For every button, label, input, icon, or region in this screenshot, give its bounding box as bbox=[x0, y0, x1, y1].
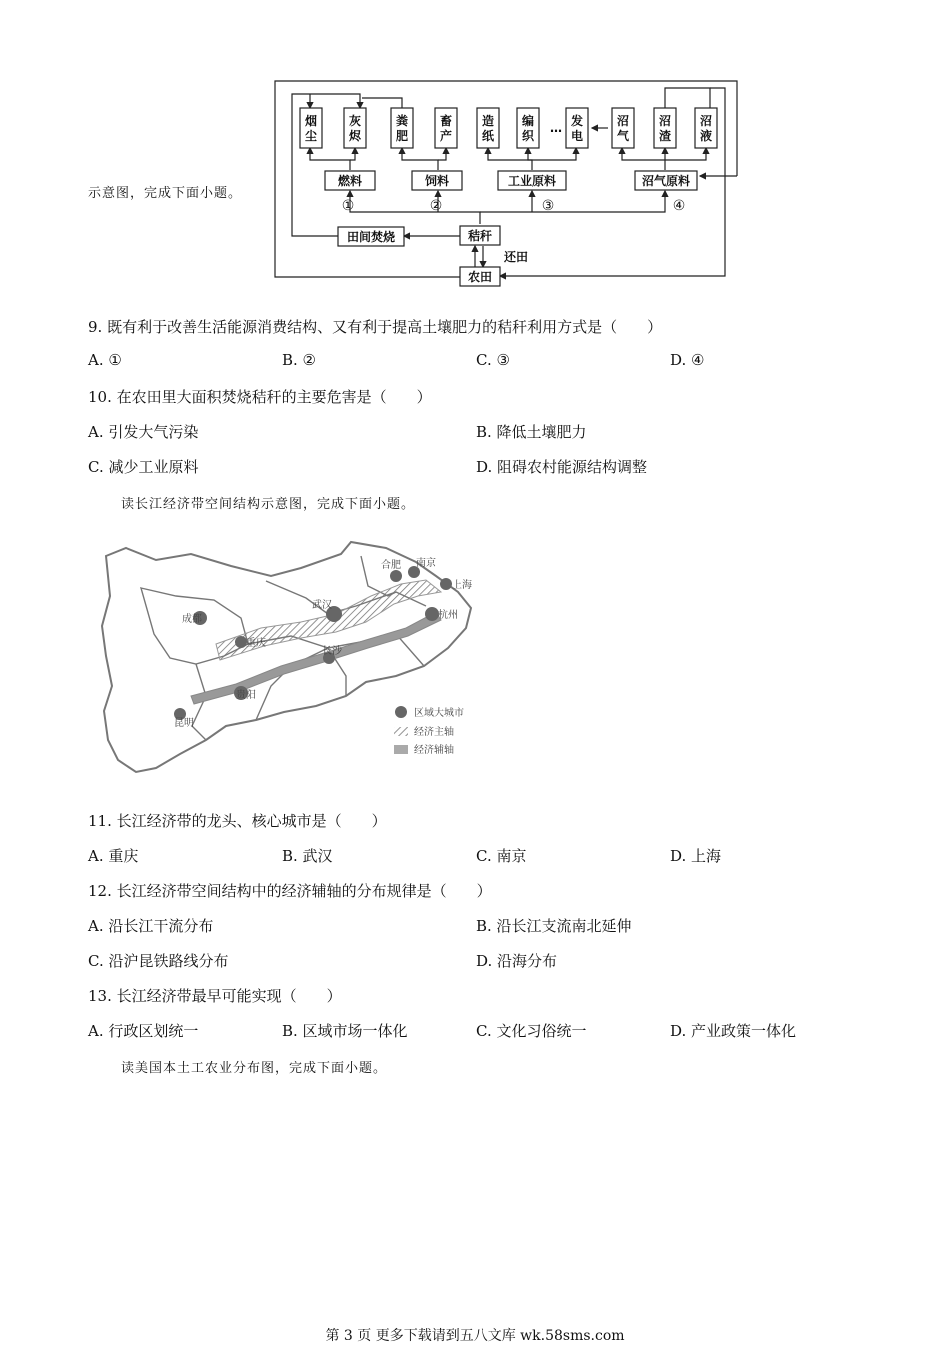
city-chengdu: 成都 bbox=[182, 614, 202, 625]
fenshao-box: 田间焚烧 bbox=[346, 230, 396, 244]
output-zaozhi: 造纸 bbox=[481, 114, 495, 143]
q9-option-d[interactable]: D. ④ bbox=[670, 351, 705, 369]
q11-option-d[interactable]: D. 上海 bbox=[670, 847, 722, 865]
city-chongqing: 重庆 bbox=[246, 638, 266, 649]
marker-2: ② bbox=[429, 198, 443, 214]
question-13-stem: 13. 长江经济带最早可能实现（ ） bbox=[88, 987, 342, 1005]
q10-option-a[interactable]: A. 引发大气污染 bbox=[88, 423, 199, 441]
marker-3: ③ bbox=[541, 198, 555, 214]
marker-1: ① bbox=[341, 198, 355, 214]
jiegan-box: 秸秆 bbox=[467, 229, 493, 243]
q13-option-b[interactable]: B. 区域市场一体化 bbox=[282, 1022, 408, 1040]
city-kunming: 昆明 bbox=[174, 718, 194, 729]
page-footer: 第 3 页 更多下载请到五八文库 wk.58sms.com bbox=[325, 1328, 625, 1344]
output-xuchan: 畜产 bbox=[439, 114, 453, 143]
city-nanjing: 南京 bbox=[416, 558, 436, 569]
q13-option-a[interactable]: A. 行政区划统一 bbox=[88, 1022, 199, 1040]
q10-option-d[interactable]: D. 阻碍农村能源结构调整 bbox=[476, 458, 648, 476]
marker-4: ④ bbox=[672, 198, 686, 214]
q10-option-b[interactable]: B. 降低土壤肥力 bbox=[476, 423, 587, 441]
use-gongye: 工业原料 bbox=[507, 174, 557, 188]
yangtze-economic-belt-map bbox=[96, 536, 486, 781]
city-changsha: 长沙 bbox=[322, 646, 342, 657]
diagram-intro: 示意图，完成下面小题。 bbox=[88, 186, 243, 201]
use-ranliao: 燃料 bbox=[337, 174, 363, 188]
huantian-label: 还田 bbox=[504, 250, 529, 264]
output-zhaoye: 沼液 bbox=[699, 114, 713, 143]
ellipsis-label: … bbox=[550, 121, 562, 135]
city-shanghai: 上海 bbox=[452, 580, 472, 591]
city-guiyang: 贵阳 bbox=[236, 690, 256, 701]
q13-option-c[interactable]: C. 文化习俗统一 bbox=[476, 1022, 587, 1040]
straw-utilization-diagram bbox=[270, 76, 745, 290]
legend-main-axis: 经济主轴 bbox=[414, 727, 454, 738]
output-zhaozha: 沼渣 bbox=[658, 114, 672, 143]
output-fadian: 发电 bbox=[570, 114, 584, 143]
city-hangzhou: 杭州 bbox=[438, 610, 458, 621]
q11-option-c[interactable]: C. 南京 bbox=[476, 847, 527, 865]
output-huijin: 灰烬 bbox=[348, 114, 362, 143]
q12-option-a[interactable]: A. 沿长江干流分布 bbox=[88, 917, 214, 935]
q9-option-b[interactable]: B. ② bbox=[282, 351, 317, 369]
legend-city: 区域大城市 bbox=[414, 708, 464, 719]
q11-option-a[interactable]: A. 重庆 bbox=[88, 847, 139, 865]
output-bianzhi: 编织 bbox=[521, 114, 535, 143]
q10-option-c[interactable]: C. 减少工业原料 bbox=[88, 458, 199, 476]
question-12-stem: 12. 长江经济带空间结构中的经济辅轴的分布规律是（ ） bbox=[88, 882, 492, 900]
map-legend bbox=[394, 706, 464, 756]
map-intro: 读长江经济带空间结构示意图，完成下面小题。 bbox=[121, 497, 416, 512]
output-yanchen: 烟尘 bbox=[304, 114, 318, 143]
q9-option-c[interactable]: C. ③ bbox=[476, 351, 510, 369]
q12-option-c[interactable]: C. 沿沪昆铁路线分布 bbox=[88, 952, 229, 970]
q11-option-b[interactable]: B. 武汉 bbox=[282, 847, 333, 865]
q13-option-d[interactable]: D. 产业政策一体化 bbox=[670, 1022, 797, 1040]
nongtian-box: 农田 bbox=[467, 270, 493, 284]
question-11-stem: 11. 长江经济带的龙头、核心城市是（ ） bbox=[88, 812, 387, 830]
q12-option-b[interactable]: B. 沿长江支流南北延伸 bbox=[476, 917, 632, 935]
q12-option-d[interactable]: D. 沿海分布 bbox=[476, 952, 558, 970]
question-10-stem: 10. 在农田里大面积焚烧秸秆的主要危害是（ ） bbox=[88, 388, 432, 406]
city-wuhan: 武汉 bbox=[312, 600, 332, 611]
legend-aux-axis: 经济辅轴 bbox=[414, 745, 454, 756]
usa-map-intro: 读美国本土工农业分布图，完成下面小题。 bbox=[121, 1061, 388, 1076]
question-9-stem: 9. 既有利于改善生活能源消费结构、又有利于提高土壤肥力的秸秆利用方式是（ ） bbox=[88, 318, 663, 336]
use-siliao: 饲料 bbox=[424, 174, 450, 188]
output-zhaoqi: 沼气 bbox=[616, 114, 630, 143]
use-zhaoqi-yuanliao: 沼气原料 bbox=[641, 174, 691, 188]
q9-option-a[interactable]: A. ① bbox=[88, 351, 122, 369]
city-hefei: 合肥 bbox=[381, 560, 401, 571]
output-fenfei: 粪肥 bbox=[395, 114, 409, 143]
